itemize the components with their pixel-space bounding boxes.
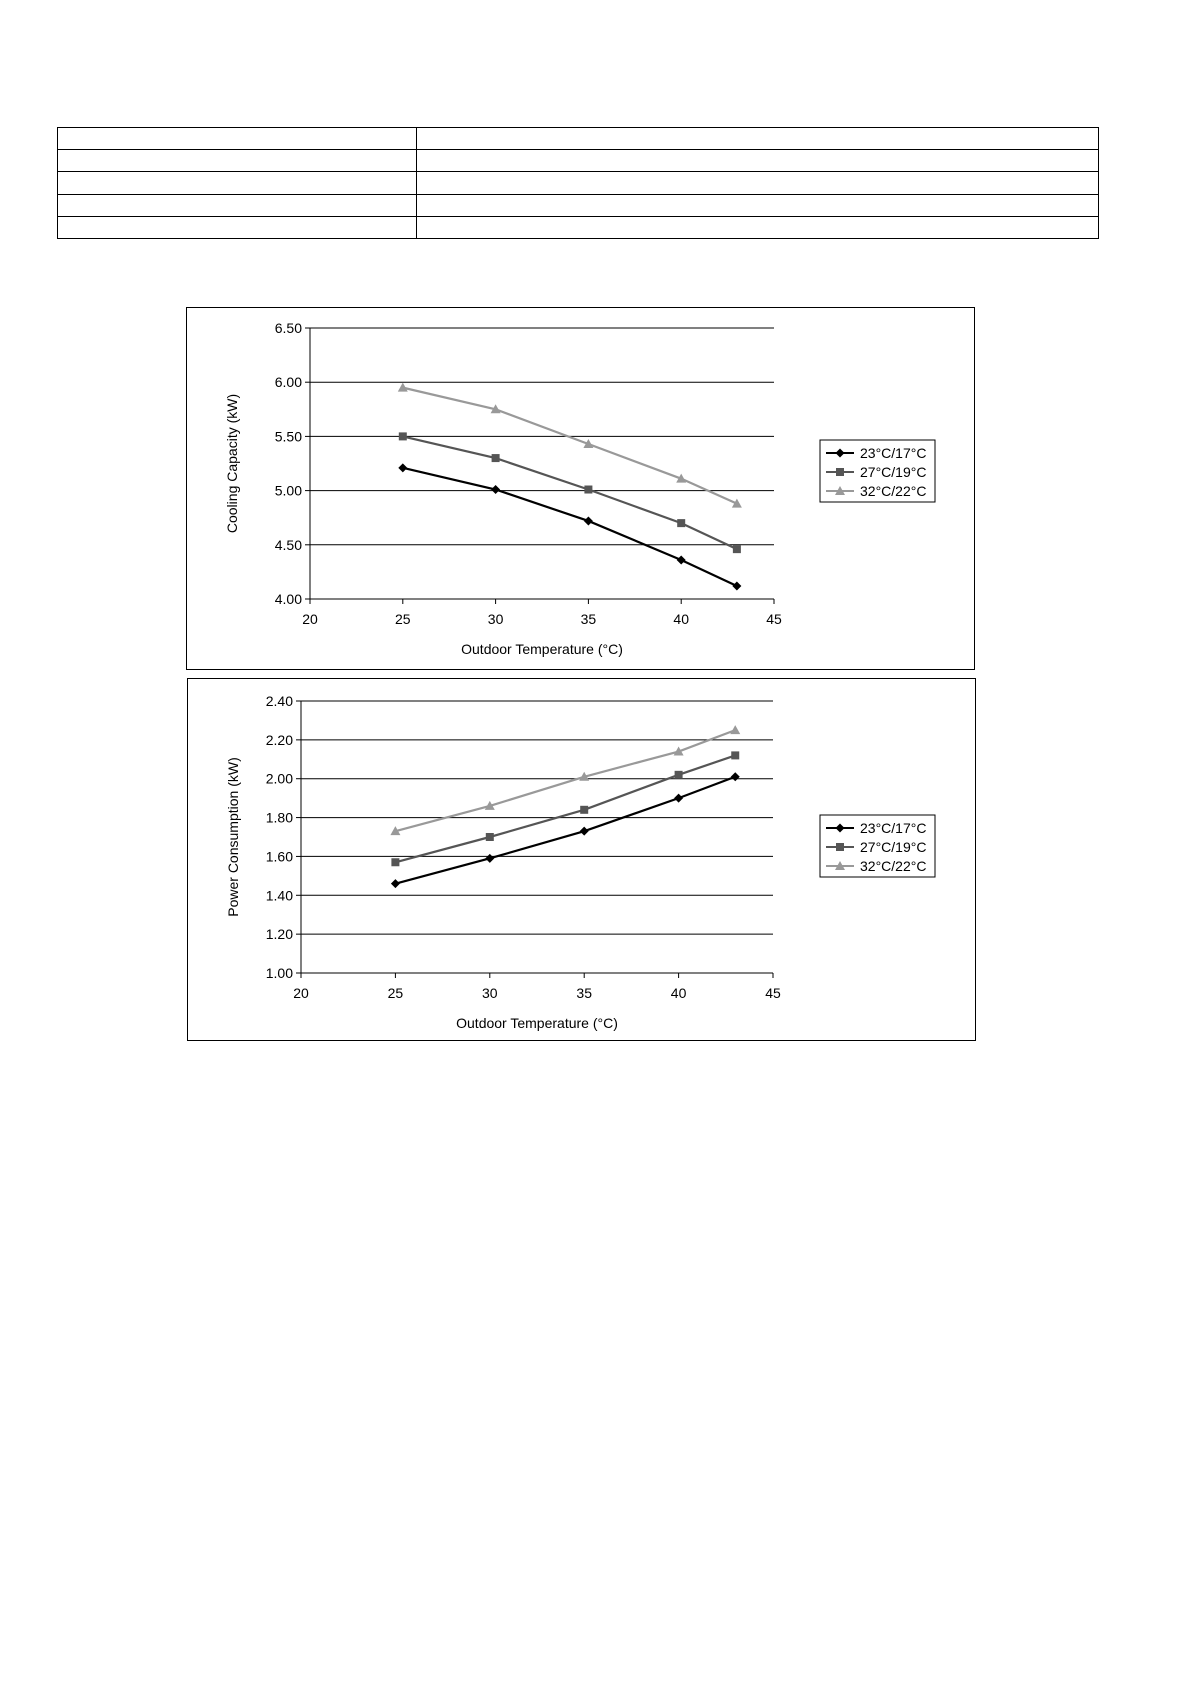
- spec-table: [57, 127, 1099, 239]
- cooling-data-point: [491, 485, 500, 494]
- table-cell: [58, 216, 417, 238]
- power-data-point: [731, 751, 739, 759]
- power-consumption-chart-svg: [188, 679, 975, 1040]
- power-y-tick-label: 1.40: [265, 887, 293, 904]
- cooling-capacity-chart-svg: [187, 308, 974, 669]
- power-data-point: [391, 879, 400, 888]
- table-cell: [417, 194, 1099, 216]
- table-row: [58, 216, 1099, 238]
- table-row: [58, 128, 1099, 150]
- power-y-tick-label: 1.00: [265, 965, 293, 981]
- cooling-legend-label: 32°C/22°C: [860, 483, 927, 499]
- table-cell: [417, 172, 1099, 194]
- cooling-data-point: [584, 486, 592, 494]
- cooling-data-point: [398, 463, 407, 472]
- cooling-y-axis-label: Cooling Capacity (kW): [224, 393, 240, 534]
- cooling-data-point: [677, 555, 686, 564]
- cooling-y-tick-label: 5.50: [274, 428, 302, 445]
- power-data-point: [485, 854, 494, 863]
- cooling-x-tick-label: 45: [766, 611, 782, 627]
- cooling-series-2: [399, 432, 741, 553]
- power-x-tick-label: 35: [576, 985, 592, 1001]
- cooling-series-line: [403, 436, 737, 549]
- power-x-tick-label: 45: [765, 985, 781, 1001]
- power-x-tick-label: 30: [482, 985, 498, 1001]
- table-row: [58, 172, 1099, 194]
- cooling-data-point: [399, 432, 407, 440]
- cooling-legend-marker: [836, 468, 844, 476]
- cooling-x-tick-label: 35: [580, 611, 597, 627]
- power-data-point: [580, 827, 589, 836]
- cooling-x-tick-label: 30: [487, 611, 504, 627]
- power-y-tick-label: 1.80: [265, 809, 293, 826]
- power-x-tick-label: 20: [293, 985, 309, 1001]
- table-cell: [417, 216, 1099, 238]
- power-legend-marker: [836, 843, 844, 851]
- power-legend-label: 27°C/19°C: [860, 839, 927, 855]
- power-series-2: [391, 751, 739, 866]
- cooling-legend-label: 27°C/19°C: [860, 464, 927, 480]
- table-row: [58, 194, 1099, 216]
- table-cell: [417, 150, 1099, 172]
- power-y-tick-label: 2.00: [265, 770, 293, 787]
- power-x-axis-label: Outdoor Temperature (°C): [456, 1015, 618, 1031]
- table-cell: [58, 150, 417, 172]
- power-data-point: [731, 772, 740, 781]
- power-consumption-chart: [187, 678, 976, 1041]
- power-y-tick-label: 1.60: [265, 848, 293, 865]
- power-data-point: [580, 806, 588, 814]
- cooling-data-point: [492, 454, 500, 462]
- cooling-series-3: [398, 383, 742, 508]
- power-data-point: [675, 771, 683, 779]
- cooling-y-tick-label: 6.00: [274, 374, 302, 391]
- table-cell: [58, 194, 417, 216]
- power-series-1: [391, 772, 740, 888]
- cooling-data-point: [733, 545, 741, 553]
- power-y-axis-label: Power Consumption (kW): [225, 757, 241, 917]
- power-data-point: [391, 858, 399, 866]
- cooling-x-tick-label: 25: [395, 611, 411, 627]
- cooling-data-point: [677, 519, 685, 527]
- power-x-tick-label: 25: [387, 985, 404, 1001]
- cooling-x-tick-label: 40: [673, 611, 689, 627]
- power-data-point: [674, 794, 683, 803]
- cooling-y-tick-label: 4.50: [274, 536, 302, 553]
- cooling-series-line: [403, 388, 737, 504]
- table-row: [58, 150, 1099, 172]
- power-y-tick-label: 2.20: [265, 731, 293, 748]
- power-series-line: [395, 755, 735, 862]
- cooling-legend-label: 23°C/17°C: [860, 445, 927, 461]
- power-data-point: [486, 833, 494, 841]
- power-legend-label: 32°C/22°C: [860, 858, 927, 874]
- power-series-line: [395, 777, 735, 884]
- table-cell: [58, 128, 417, 150]
- power-series-3: [390, 725, 740, 835]
- power-y-tick-label: 2.40: [265, 693, 293, 709]
- cooling-capacity-chart: [186, 307, 975, 670]
- cooling-y-tick-label: 4.00: [274, 591, 302, 607]
- cooling-x-tick-label: 20: [302, 611, 318, 627]
- power-legend-label: 23°C/17°C: [860, 820, 927, 836]
- table-cell: [58, 172, 417, 194]
- cooling-y-tick-label: 5.00: [274, 482, 302, 499]
- cooling-data-point: [398, 383, 408, 392]
- power-x-tick-label: 40: [670, 985, 687, 1001]
- power-data-point: [730, 725, 740, 734]
- table-cell: [417, 128, 1099, 150]
- cooling-data-point: [732, 581, 741, 590]
- cooling-y-tick-label: 6.50: [274, 320, 302, 336]
- cooling-data-point: [584, 516, 593, 525]
- power-y-tick-label: 1.20: [265, 926, 293, 943]
- cooling-x-axis-label: Outdoor Temperature (°C): [461, 641, 623, 657]
